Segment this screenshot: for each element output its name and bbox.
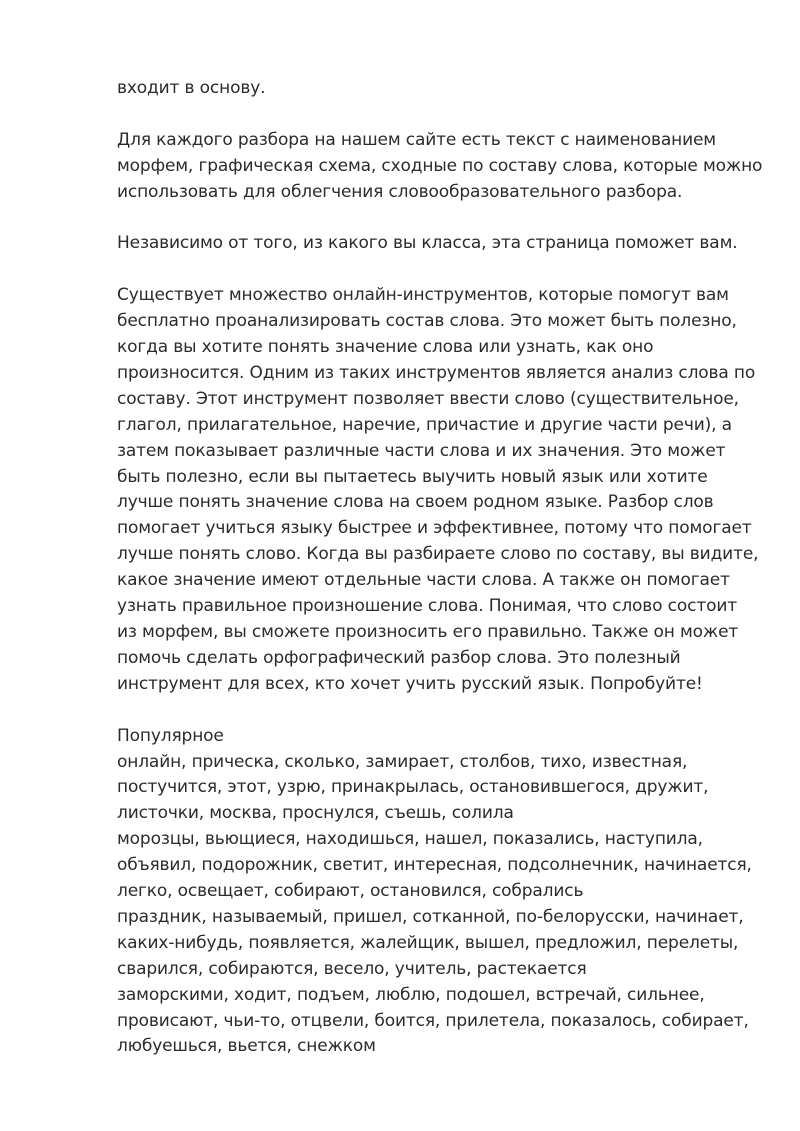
- paragraph-site-features: [117, 128, 763, 206]
- popular-words-line: легко, освещает, собирают, остановился, собрались: [117, 881, 584, 902]
- paragraph-any-class: [117, 231, 737, 257]
- paragraph-line: Существует множество онлайн-инструментов, которые помогут вам: [117, 285, 729, 306]
- popular-words-line: заморскими, ходит, подъем, люблю, подошел, встречай, сильнее,: [117, 984, 705, 1005]
- paragraph-line: глагол, прилагательное, наречие, причастие и другие части речи), а: [117, 414, 732, 435]
- paragraph-line: затем показывает различные части слова и их значения. Это может: [117, 440, 726, 461]
- popular-heading: Популярное: [117, 725, 224, 746]
- paragraph-gap: [117, 698, 737, 724]
- popular-words-line: объявил, подорожник, светит, интересная, подсолнечник, начинается,: [117, 855, 752, 876]
- paragraph-line: лучше понять значение слова на своем родном языке. Разбор слов: [117, 492, 714, 513]
- paragraph-line: какое значение имеют отдельные части слова. А также он помогает: [117, 570, 730, 591]
- paragraph-line: помочь сделать орфографический разбор слова. Это полезный: [117, 647, 681, 668]
- paragraph-gap: [117, 257, 737, 283]
- popular-words-line: онлайн, прическа, сколько, замирает, столбов, тихо, известная,: [117, 751, 688, 772]
- paragraph-gap: [117, 206, 737, 232]
- popular-words-line: каких-нибудь, появляется, жалейщик, вышел, предложил, перелеты,: [117, 932, 739, 953]
- paragraph-line: Независимо от того, из какого вы класса, эта страница поможет вам.: [117, 233, 738, 254]
- popular-words-line: праздник, называемый, пришел, сотканной, по-белорусски, начинает,: [117, 906, 744, 927]
- paragraph-line: узнать правильное произношение слова. Понимая, что слово состоит: [117, 596, 737, 617]
- paragraph-line: морфем, графическая схема, сходные по составу слова, которые можно: [117, 155, 763, 176]
- paragraph-line: лучше понять слово. Когда вы разбираете слово по составу, вы видите,: [117, 544, 759, 565]
- popular-words-line: постучится, этот, узрю, принакрылась, остановившегося, дружит,: [117, 777, 709, 798]
- paragraph-line: Для каждого разбора на нашем сайте есть текст с наименованием: [117, 129, 716, 150]
- paragraph-line: когда вы хотите понять значение слова или узнать, как оно: [117, 337, 654, 358]
- paragraph-line: из морфем, вы сможете произносить его правильно. Также он может: [117, 621, 739, 642]
- paragraph-line: быть полезно, если вы пытаетесь выучить новый язык или хотите: [117, 466, 708, 487]
- popular-words-line: провисают, чьи-то, отцвели, боится, прилетела, показалось, собирает,: [117, 1010, 749, 1031]
- paragraph-line: произносится. Одним из таких инструментов является анализ слова по: [117, 362, 756, 383]
- paragraph-gap: [117, 102, 737, 128]
- popular-words-line: листочки, москва, проснулся, съешь, солила: [117, 803, 514, 824]
- popular-words-list: [117, 750, 752, 1061]
- document-body: [117, 76, 763, 1060]
- paragraph-line: бесплатно проанализировать состав слова. Это может быть полезно,: [117, 311, 737, 332]
- paragraph-online-tools: [117, 283, 759, 698]
- popular-words-line: сварился, собираются, весело, учитель, растекается: [117, 958, 587, 979]
- intro-tail-text: входит в основу.: [117, 78, 266, 98]
- paragraph-line: инструмент для всех, кто хочет учить русский язык. Попробуйте!: [117, 673, 703, 694]
- paragraph-line: составу. Этот инструмент позволяет ввести слово (существительное,: [117, 388, 739, 409]
- popular-words-line: любуешься, вьется, снежком: [117, 1036, 376, 1057]
- paragraph-line: помогает учиться языку быстрее и эффективнее, потому что помогает: [117, 518, 752, 539]
- paragraph-line: использовать для облегчения словообразовательного разбора.: [117, 181, 683, 202]
- popular-words-line: морозцы, вьющиеся, находишься, нашел, показались, наступила,: [117, 829, 703, 850]
